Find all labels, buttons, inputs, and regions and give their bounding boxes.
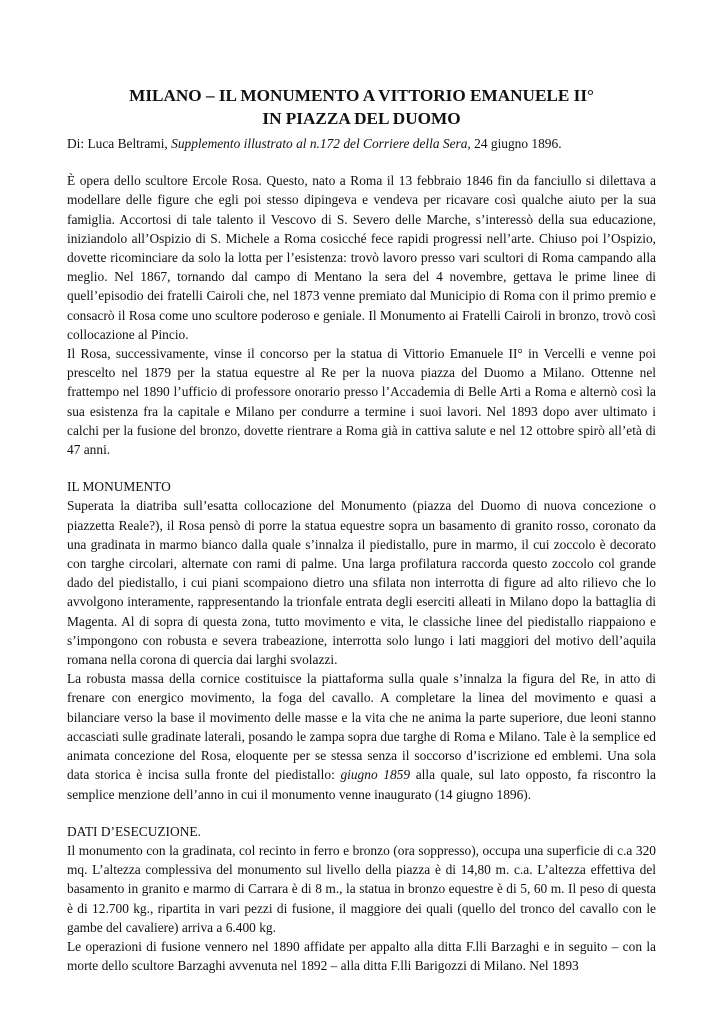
dati-paragraph-2: Le operazioni di fusione vennero nel 1890 affidate per appalto alla ditta F.lli Barzaghi e in seguito – con la morte dello scultore Barzaghi avvenuta nel 1892 – alla ditta F.lli Barigozzi di Milano. Nel 1893 (67, 938, 656, 974)
byline (67, 134, 656, 153)
byline-source: Supplemento illustrato al n.172 del Corriere della Sera, (171, 136, 471, 151)
inscription-date: giugno 1859 (340, 767, 411, 783)
section-heading-monumento: IL MONUMENTO (67, 479, 171, 495)
monumento-paragraph-2 (67, 669, 656, 803)
byline-date: 24 giugno 1896. (470, 136, 562, 151)
document-title-line-1: MILANO – IL MONUMENTO A VITTORIO EMANUELE II° (129, 86, 594, 105)
spacer (67, 153, 656, 171)
monumento-paragraph-2-text: La robusta massa della cornice costituisce la piattaforma sulla quale s’innalza la figura del Re, in atto di frenare con energico movimento, la foga del cavallo. A completare la linea del movimento e quasi a bilanciare verso la base il movimento delle masse e la vita che ne anima la parte superiore, due leoni stanno accasciati sulle gradinate laterali, posando le zampa sopra due targhe di Roma e Milano. Tale è la semplice ed animata concezione del Rosa, eloquente per se stessa senza il soccorso d’iscrizione ed emblemi. Una sola data storica è incisa sulla fronte del piedistallo: (67, 671, 656, 783)
byline-prefix: Di: Luca Beltrami, (67, 136, 172, 151)
monumento-paragraph-2-text-end: alla quale, sul lato opposto, fa riscontro la semplice menzione dell’anno in cui il monumento venne inaugurato (14 giugno 1896). (67, 767, 656, 802)
intro-paragraph-2: Il Rosa, successivamente, vinse il concorso per la statua di Vittorio Emanuele II° in Vercelli e venne poi prescelto nel 1879 per la statua equestre al Re per la nuova piazza del Duomo a Milano. Ottenne nel frattempo nel 1890 l’ufficio di professore onorario presso l’Accademia di Belle Arti a Roma e alternò così la sua esistenza fra la capitale e Milano per condurre a termine i suoi lavori. Nel 1893 dopo aver ultimato i calchi per la fusione del bronzo, dovette rientrare a Roma già in cattiva salute e nel 12 ottobre spirò all’età di 47 anni. (67, 346, 656, 458)
monumento-paragraph-1: Superata la diatriba sull’esatta collocazione del Monumento (piazza del Duomo di nuova concezione o piazzetta Reale?), il Rosa pensò di porre la statua equestre sopra un basamento di granito rosso, coronato da una gradinata in marmo bianco dalla quale s’innalza il piedistallo, pure in marmo, il cui zoccolo è decorato con targhe circolari, alternate con rami di palme. Una larga profilatura raccorda questo zoccolo col grande dado del piedistallo, i cui piani scompaiono dietro una sfilata non interrotta di figure ad alto rilievo che lo avvolgono interamente, rappresentando la trionfale entrata degli eserciti alleati in Milano dopo la battaglia di Magenta. Al di sopra di questa zona, tutto movimento e vita, le classiche linee del piedistallo riappaiono e s’impongono con robusta e severa trabeazione, interrotta solo lungo i lati maggiori del motivo dell’aquila romana nella corona di quercia dai larghi svolazzi. (67, 498, 656, 668)
spacer (67, 804, 656, 822)
spacer (67, 459, 656, 477)
intro-paragraph-1: È opera dello scultore Ercole Rosa. Questo, nato a Roma il 13 febbraio 1846 fin da fanciullo si dilettava a modellare delle figure che egli poi stesso dipingeva e vendeva per ricavare così qualche aiuto per la sua famiglia. Accortosi di tale talento il Vescovo di S. Severo delle Marche, s’interessò della sua educazione, iniziandolo all’Ospizio di S. Michele a Roma cosicché fece rapidi progressi nell’arte. Chiuso poi l’Ospizio, dovette ricominciare da solo la lotta per l’esistenza: trovò lavoro presso vari scultori di Roma campando alla meglio. Nel 1867, tornando dal campo di Mentano la sera del 4 novembre, gettava le prime linee di quell’episodio dei fratelli Cairoli che, nel 1873 venne premiato dal Municipio di Roma con il primo premio e consacrò il Rosa come uno scultore poderoso e geniale. Il Monumento ai Fratelli Cairoli in bronzo, trovò così collocazione al Pincio. (67, 173, 656, 342)
dati-paragraph-1: Il monumento con la gradinata, col recinto in ferro e bronzo (ora soppresso), occupa una superficie di c.a 320 mq. L’altezza complessiva del monumento sul livello della piazza è di 14,80 m. c.a. L’altezza effettiva del basamento in granito e marmo di Carrara è di 8 m., la statua in bronzo equestre è di 5, 60 m. Il peso di questa è di 12.700 kg., ripartita in vari pezzi di fusione, il maggiore dei quali (quello del tronco del cavallo con le gambe del cavaliere) arriva a 6.400 kg. (67, 842, 656, 935)
section-heading-dati: DATI D’ESECUZIONE. (67, 823, 201, 839)
document-page (67, 84, 656, 975)
document-title-line-2: IN PIAZZA DEL DUOMO (262, 109, 461, 128)
